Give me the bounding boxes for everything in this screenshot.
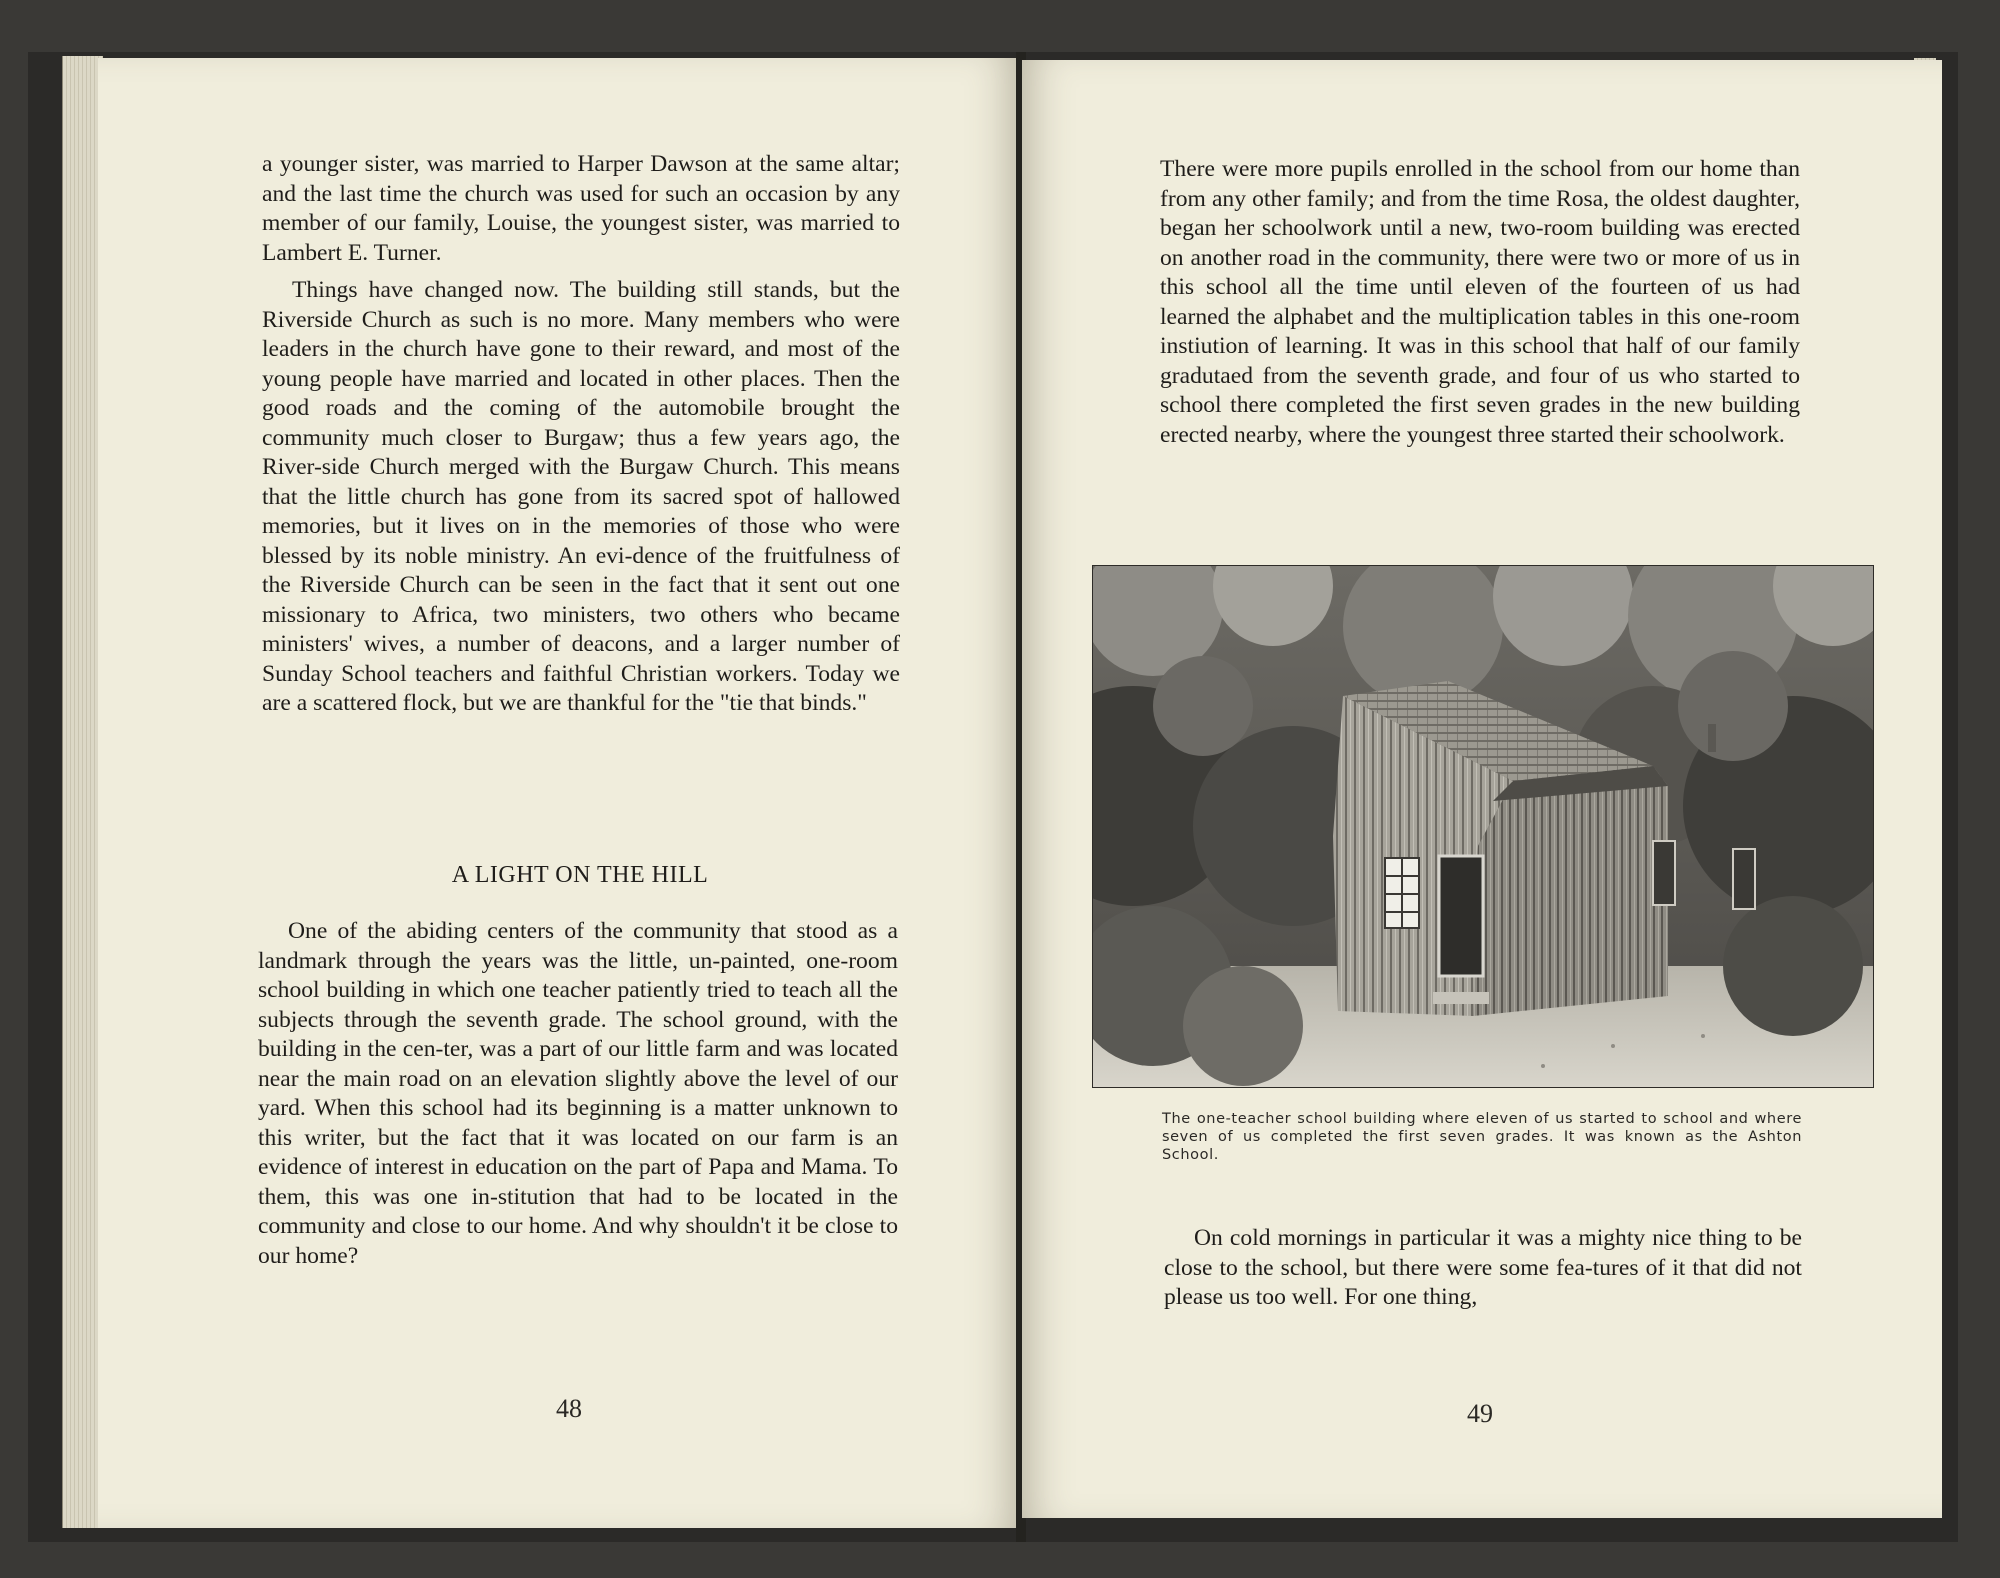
left-page-text (262, 150, 900, 719)
pupils-paragraph: There were more pupils enrolled in the school from our home than from any other family; and from the time Rosa, the oldest daughter, began her schoolwork until a new, two-room building was erected on another road in the community, there were two or more of us in this school all the time until eleven of the fourteen of us had learned the alphabet and the multiplication tables in this one-room instiution of learning. It was in this school that half of our family gradutaed from the seventh grade, and four of us who started to school there completed the first seven grades in the new building erected nearby, where the youngest three started their schoolwork. (1160, 156, 1800, 448)
right-page-text (1160, 155, 1800, 450)
riverside-church-paragraph: Things have changed now. The building still stands, but the Riverside Church as such is no more. Many members who were leaders in the church have gone to their reward, and most of the young people have married and located in other places. Then the good roads and the coming of the automobile brought the community much closer to Burgaw; thus a few years ago, the River-side Church merged with the Burgaw Church. This means that the little church has gone from its sacred spot of hallowed memories, but it lives on in the memories of those who were blessed by its noble ministry. An evi-dence of the fruitfulness of the Riverside Church can be seen in the fact that it sent out one missionary to Africa, two ministers, two others who became ministers' wives, a number of deacons, and a larger number of Sunday School teachers and faithful Christian workers. Today we are a scattered flock, but we are thankful for the "tie that binds." (262, 277, 900, 716)
cold-mornings-paragraph: On cold mornings in particular it was a mighty nice thing to be close to the school, but there were some fea-tures of it that did not please us too well. For one thing, (1164, 1225, 1802, 1310)
page-number-right: 49 (1467, 1399, 1493, 1428)
page-stack-edge-left (62, 56, 103, 1528)
school-building-photo (1092, 565, 1874, 1088)
section-heading: A LIGHT ON THE HILL (451, 862, 709, 888)
school-paragraph: One of the abiding centers of the community that stood as a landmark through the years was the little, un-painted, one-room school building in which one teacher patiently tried to teach all the subjects through the seventh grade. The school ground, with the building in the cen-ter, was a part of our little farm and was located near the main road on an elevation slightly above the level of our yard. When this school had its beginning is a matter unknown to this writer, but the fact that it was located on our farm is an evidence of interest in education on the part of Papa and Mama. To them, this was one in-stitution that had to be located in the community and close to our home. And why shouldn't it be close to our home? (258, 918, 898, 1269)
page-number-left: 48 (556, 1394, 582, 1423)
right-page-text-bottom (1164, 1224, 1802, 1313)
continuation-paragraph: a younger sister, was married to Harper Dawson at the same altar; and the last time the church was used for such an occasion by any member of our family, Louise, the youngest sister, was married to Lambert E. Turner. (262, 151, 900, 266)
school-paragraph-block (258, 917, 898, 1271)
photo-caption: The one-teacher school building where eleven of us started to school and where seven of us completed the first seven grades. It was known as the Ashton School. (1162, 1111, 1802, 1163)
